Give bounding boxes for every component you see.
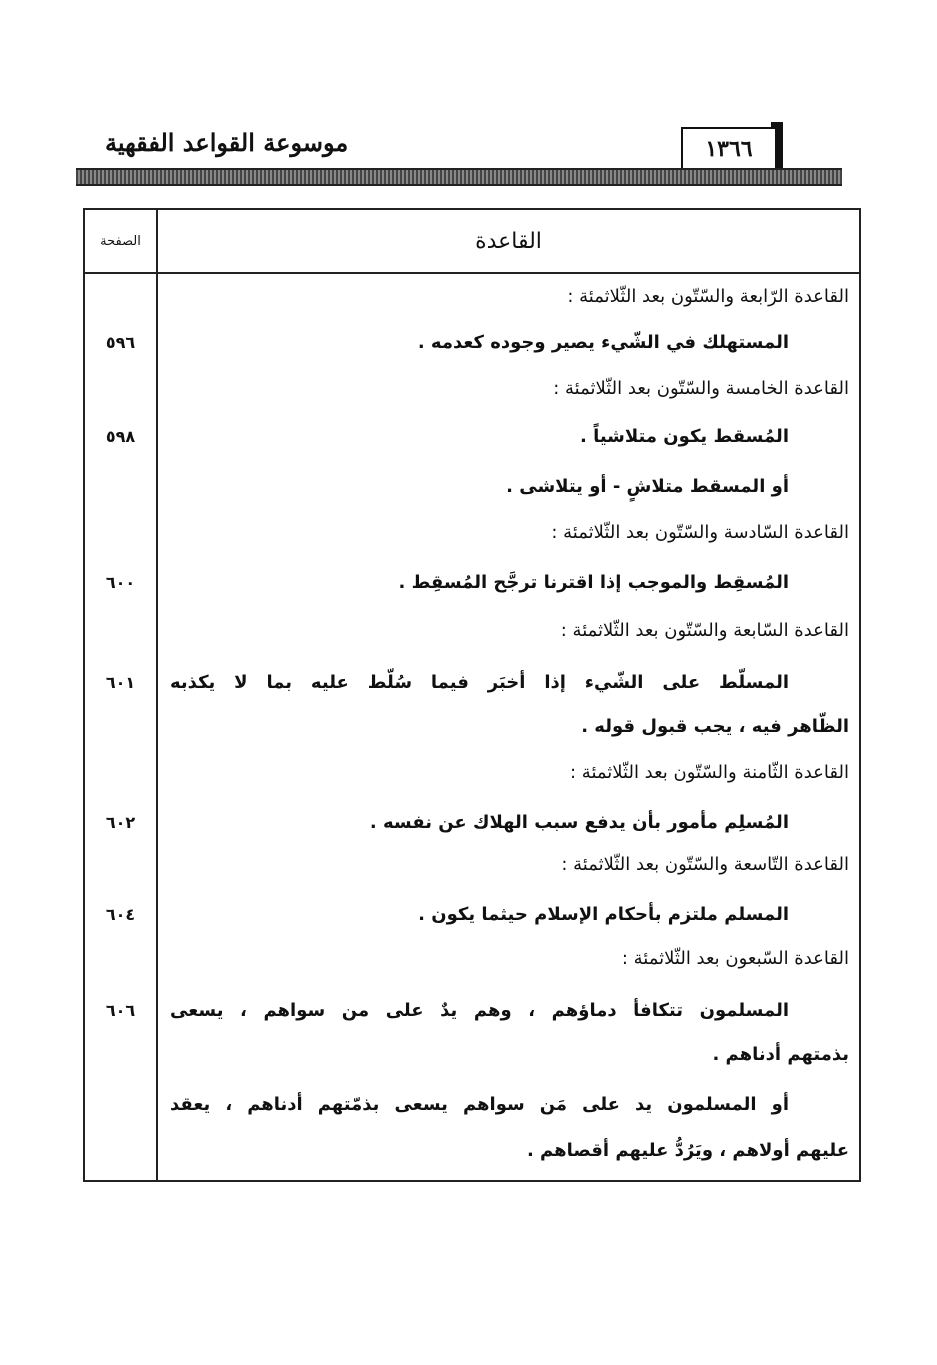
table-row <box>85 704 859 750</box>
page-ref <box>85 510 156 556</box>
rule-heading: القاعدة الثّامنة والسّتّون بعد الثّلاثمئة : <box>570 762 849 783</box>
rule-heading: القاعدة السّابعة والسّتّون بعد الثّلاثمئة : <box>560 620 849 641</box>
table-row <box>85 274 859 320</box>
table-row <box>85 560 859 606</box>
rule-text: المُسقط يكون متلاشياً . <box>579 426 789 447</box>
table-row <box>85 1032 859 1078</box>
header-divider <box>76 168 842 186</box>
page-ref <box>85 1082 156 1128</box>
page-ref <box>85 1032 156 1078</box>
rule-text-continued: بذمتهم أدناهم . <box>712 1044 849 1065</box>
table-row <box>85 608 859 654</box>
rule-text: المسلمون تتكافأ دماؤهم ، وهم يدٌ على من سواهم ، يسعى <box>170 1000 789 1021</box>
page-ref <box>85 936 156 982</box>
rule-text-continued: الظّاهر فيه ، يجب قبول قوله . <box>581 716 849 737</box>
table-row <box>85 414 859 460</box>
rule-text: المستهلك في الشّيء يصير وجوده كعدمه . <box>417 332 789 353</box>
table-row <box>85 800 859 846</box>
rule-text: المسلّط على الشّيء إذا أخبَر فيما سُلّط عليه بما لا يكذبه <box>170 672 789 693</box>
page-number: ١٣٦٦ <box>681 127 777 169</box>
table-row <box>85 892 859 938</box>
column-header-rule: القاعدة <box>475 228 542 254</box>
table-row <box>85 660 859 706</box>
table-row <box>85 750 859 796</box>
page-ref: ٦٠٢ <box>105 813 136 832</box>
rule-heading: القاعدة الرّابعة والسّتّون بعد الثّلاثمئة : <box>567 286 849 307</box>
page-ref <box>85 274 156 320</box>
page-ref <box>85 704 156 750</box>
page-ref <box>85 750 156 796</box>
page-ref <box>85 464 156 510</box>
rule-heading: القاعدة الخامسة والسّتّون بعد الثّلاثمئة : <box>553 378 849 399</box>
page-header <box>0 0 937 200</box>
rule-text: أو المسقط متلاشٍ - أو يتلاشى . <box>506 476 789 497</box>
book-title: موسوعة القواعد الفقهية <box>105 128 349 157</box>
table-row <box>85 320 859 366</box>
page-ref: ٥٩٦ <box>105 333 136 352</box>
page-ref: ٦٠٤ <box>105 905 136 924</box>
table-row <box>85 366 859 412</box>
page-ref <box>85 1128 156 1174</box>
rule-heading: القاعدة التّاسعة والسّتّون بعد الثّلاثمئة : <box>561 854 849 875</box>
table-row <box>85 842 859 888</box>
rule-text: المسلم ملتزم بأحكام الإسلام حيثما يكون . <box>418 904 789 925</box>
page-ref <box>85 366 156 412</box>
table-row <box>85 988 859 1034</box>
table-row <box>85 464 859 510</box>
table-header-row <box>85 210 859 274</box>
page-ref: ٦٠١ <box>105 673 136 692</box>
rule-heading: القاعدة السّادسة والسّتّون بعد الثّلاثمئة : <box>551 522 849 543</box>
table-row <box>85 1082 859 1128</box>
page-ref: ٥٩٨ <box>105 427 136 446</box>
page-ref <box>85 842 156 888</box>
index-table <box>83 208 861 1182</box>
page-ref: ٦٠٦ <box>105 1001 136 1020</box>
column-header-page: الصفحة <box>100 233 141 249</box>
rule-text: المُسقِط والموجب إذا اقترنا ترجَّح المُسقِط . <box>398 572 789 593</box>
rule-heading: القاعدة السّبعون بعد الثّلاثمئة : <box>621 948 849 969</box>
page-ref: ٦٠٠ <box>105 573 136 592</box>
rule-text: المُسلِم مأمور بأن يدفع سبب الهلاك عن نفسه . <box>369 812 789 833</box>
rule-text-continued: عليهم أولاهم ، ويَرُدُّ عليهم أقصاهم . <box>526 1140 849 1161</box>
table-row <box>85 936 859 982</box>
rule-text: أو المسلمون يد على مَن سواهم يسعى بذمّتهم أدناهم ، يعقد <box>170 1094 789 1115</box>
table-row <box>85 1128 859 1174</box>
table-row <box>85 510 859 556</box>
page-ref <box>85 608 156 654</box>
